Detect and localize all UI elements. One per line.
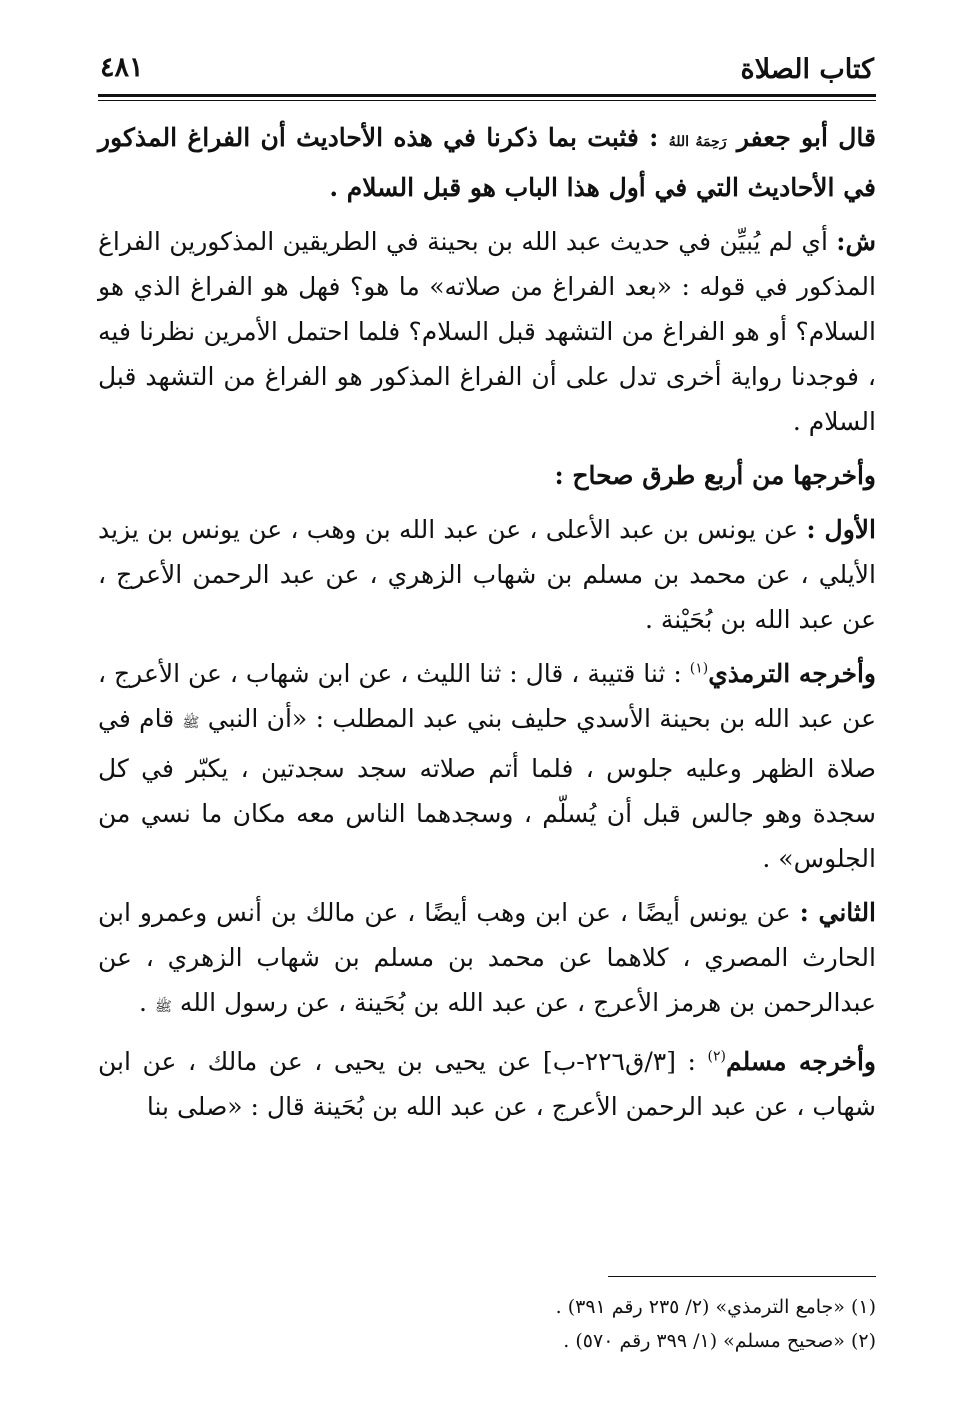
- paragraph-text: أي لم يُبيِّن في حديث عبد الله بن بحينة في الطريقين المذكورين الفراغ المذكور في قوله : «بعد الفراغ من صلاته» ما هو؟ فهل هو الفراغ الذي هو السلام؟ أو هو الفراغ من التشهد قبل السلام؟ فلما احتمل الأمرين نظرنا فيه ، فوجدنا رواية أخرى تدل على أن الفراغ المذكور هو الفراغ من التشهد قبل السلام .: [98, 227, 876, 436]
- paragraph-tirmidhi: [98, 651, 876, 881]
- footnotes: [98, 1290, 876, 1358]
- page-number: ٤٨١: [100, 52, 144, 83]
- paragraph-four-routes: [98, 453, 876, 498]
- route-label: الأول :: [806, 515, 877, 544]
- page: [98, 48, 877, 1352]
- page-header: [98, 48, 876, 94]
- footnote-item: (٢) «صحيح مسلم» (١/ ٣٩٩ رقم ٥٧٠) .: [563, 1330, 876, 1352]
- honorific-glyph: ﷺ: [154, 999, 172, 1015]
- main-text: [98, 115, 876, 1129]
- paragraph-text: عن يونس أيضًا ، عن ابن وهب أيضًا ، عن مالك بن أنس وعمرو ابن الحارث المصري ، كلاهما عن محمد بن مسلم بن شهاب الزهري ، عن عبدالرحمن بن هرمز الأعرج ، عن عبد الله بن بُحَينة ، عن رسول الله: [98, 898, 876, 1017]
- paragraph-text: وأخرجها من أربع طرق صحاح :: [554, 461, 876, 490]
- book-title: كتاب الصلاة: [740, 54, 874, 85]
- honorific-phrase: رَحِمَهُ اللهُ: [668, 134, 727, 150]
- honorific-glyph: ﷺ: [182, 715, 200, 731]
- paragraph-abu-jafar: [98, 115, 876, 210]
- paragraph-text: قام في صلاة الظهر وعليه جلوس ، فلما أتم صلاته سجد سجدتين ، يكبّر في كل سجدة وهو جالس قبل أن يُسلّم ، وسجدهما الناس معه مكان ما نسي من الجلوس» .: [98, 704, 876, 873]
- paragraph-second-route: [98, 890, 876, 1030]
- paragraph-text: : فثبت بما ذكرنا في هذه الأحاديث أن الفراغ المذكور في الأحاديث التي في أول هذا الباب هو قبل السلام .: [98, 123, 876, 202]
- paragraph-text: قال أبو جعفر: [726, 123, 877, 152]
- source-label: وأخرجه مسلم: [725, 1047, 876, 1076]
- paragraph-text: .: [139, 988, 155, 1017]
- paragraph-text: عن يونس بن عبد الأعلى ، عن عبد الله بن وهب ، عن يونس بن يزيد الأيلي ، عن محمد بن مسلم بن شهاب الزهري ، عن عبد الرحمن الأعرج ، عن عبد الله بن بُحَيْنة .: [98, 515, 876, 634]
- footnote-item: (١) «جامع الترمذي» (٢/ ٢٣٥ رقم ٣٩١) .: [555, 1296, 876, 1318]
- footnote-separator: [608, 1276, 876, 1277]
- paragraph-muslim: [98, 1039, 876, 1129]
- header-rule-thick: [98, 94, 876, 97]
- header-rule-thin: [98, 100, 876, 101]
- paragraph-commentary: [98, 219, 876, 444]
- paragraph-first-route: [98, 507, 876, 642]
- footnote-ref: (٢): [707, 1048, 726, 1065]
- footnote-ref: (١): [689, 660, 709, 677]
- route-label: الثاني :: [799, 898, 877, 927]
- commentary-marker: ش:: [836, 227, 876, 256]
- paragraph-text: : [٣/ق٢٢٦-ب] عن يحيى بن يحيى ، عن مالك ، عن ابن شهاب ، عن عبد الرحمن الأعرج ، عن عبد الله بن بُحَينة قال : «صلى بنا: [98, 1047, 876, 1121]
- paragraph-text: : ثنا قتيبة ، قال : ثنا الليث ، عن ابن شهاب ، عن الأعرج ، عن عبد الله بن بحينة الأسدي حليف بني عبد المطلب : «أن النبي: [98, 659, 877, 733]
- source-label: وأخرجه الترمذي: [708, 659, 877, 688]
